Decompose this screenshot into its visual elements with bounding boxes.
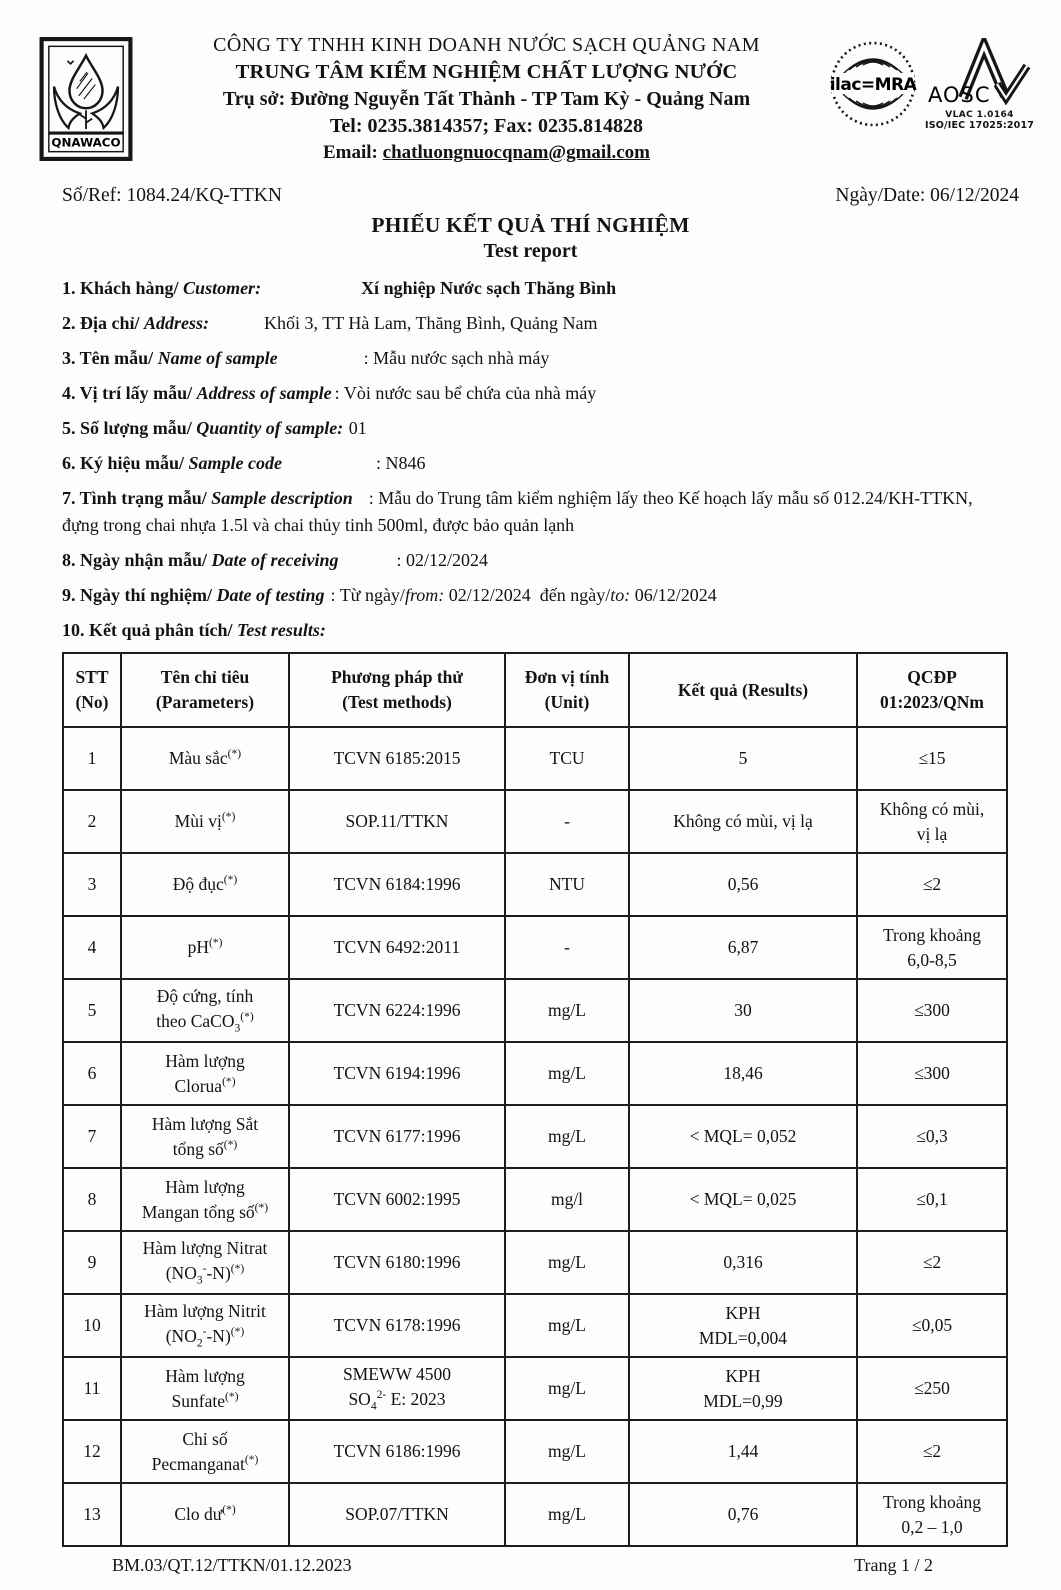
info-item: [62, 345, 1013, 372]
table-cell: 10: [63, 1294, 121, 1357]
qnawaco-logo: [38, 30, 146, 167]
table-cell: 9: [63, 1231, 121, 1294]
info-label-vi: 10. Kết quả phân tích/: [62, 620, 238, 640]
table-cell: < MQL= 0,052: [629, 1105, 857, 1168]
info-item: [62, 450, 1013, 477]
email-address: chatluongnuocqnam@gmail.com: [382, 141, 650, 163]
center-name: TRUNG TÂM KIỂM NGHIỆM CHẤT LƯỢNG NƯỚC: [235, 60, 738, 83]
table-cell: 11: [63, 1357, 121, 1420]
head-email: [146, 140, 827, 165]
table-cell: TCVN 6194:1996: [289, 1042, 505, 1105]
info-label-en: Date of receiving: [211, 550, 339, 570]
table-cell: -: [505, 790, 629, 853]
table-cell: 18,46: [629, 1042, 857, 1105]
table-cell: 1,44: [629, 1420, 857, 1483]
table-cell: TCVN 6224:1996: [289, 979, 505, 1042]
table-cell: ≤300: [857, 979, 1007, 1042]
info-item: [62, 415, 1013, 442]
table-cell: Độ đục(*): [121, 853, 289, 916]
info-label-en: Address of sample: [196, 383, 332, 403]
letterhead-text: [146, 30, 827, 165]
table-cell: 3: [63, 853, 121, 916]
table-cell: 4: [63, 916, 121, 979]
table-cell: KPH MDL=0,99: [629, 1357, 857, 1420]
table-cell: Không có mùi, vị lạ: [629, 790, 857, 853]
table-cell: 13: [63, 1483, 121, 1546]
info-label-vi: 4. Vị trí lấy mẫu/: [62, 383, 197, 403]
info-item: [62, 275, 1013, 302]
table-cell: Hàm lượng Sunfate(*): [121, 1357, 289, 1420]
table-cell: mg/L: [505, 1042, 629, 1105]
column-header: Tên chỉ tiêu (Parameters): [121, 653, 289, 727]
column-header: STT (No): [63, 653, 121, 727]
table-row: [63, 1168, 1007, 1231]
table-cell: TCVN 6185:2015: [289, 727, 505, 790]
ilac-mra-logo-text: ilac=MRA: [829, 75, 917, 95]
info-value: : Mẫu nước sạch nhà máy: [363, 348, 550, 368]
info-value: 01: [344, 418, 367, 438]
table-row: [63, 1231, 1007, 1294]
info-label-en: Sample description: [211, 488, 353, 508]
table-cell: mg/L: [505, 1420, 629, 1483]
column-header: Kết quả (Results): [629, 653, 857, 727]
table-cell: TCVN 6180:1996: [289, 1231, 505, 1294]
table-cell: NTU: [505, 853, 629, 916]
table-cell: TCVN 6002:1995: [289, 1168, 505, 1231]
table-cell: Hàm lượng Clorua(*): [121, 1042, 289, 1105]
table-cell: SOP.11/TTKN: [289, 790, 505, 853]
table-cell: ≤250: [857, 1357, 1007, 1420]
ref-date-line: [0, 171, 1061, 207]
report-title-vi: PHIẾU KẾT QUẢ THÍ NGHIỆM: [371, 213, 690, 237]
table-cell: SOP.07/TTKN: [289, 1483, 505, 1546]
letterhead: [0, 0, 1061, 171]
table-row: [63, 1105, 1007, 1168]
table-cell: mg/L: [505, 1231, 629, 1294]
info-label-en: Address:: [144, 313, 210, 333]
info-item: [62, 485, 1013, 539]
table-row: [63, 1420, 1007, 1483]
table-cell: Hàm lượng Nitrat $(NO_3^--N)^{(*)}$: [121, 1231, 289, 1294]
table-cell: 0,56: [629, 853, 857, 916]
table-cell: 30: [629, 979, 857, 1042]
table-cell: TCU: [505, 727, 629, 790]
table-cell: Màu sắc(*): [121, 727, 289, 790]
table-cell: ≤2: [857, 1420, 1007, 1483]
results-table-head: [63, 653, 1007, 727]
results-table: [62, 652, 1008, 1547]
table-cell: ≤300: [857, 1042, 1007, 1105]
info-item: [62, 582, 1013, 609]
info-label-vi: 8. Ngày nhận mẫu/: [62, 550, 212, 570]
table-row: [63, 1357, 1007, 1420]
table-cell: Độ cứng, tính theo CaCO$_3$(*): [121, 979, 289, 1042]
table-cell: TCVN 6178:1996: [289, 1294, 505, 1357]
aosc-logo-text: AOSC: [927, 83, 991, 106]
column-header: Đơn vị tính (Unit): [505, 653, 629, 727]
table-row: [63, 790, 1007, 853]
head-address: Trụ sở: Đường Nguyễn Tất Thành - TP Tam Kỳ - Quảng Nam: [222, 88, 751, 111]
table-cell: TCVN 6492:2011: [289, 916, 505, 979]
head-telfax: Tel: 0235.3814357; Fax: 0235.814828: [329, 115, 644, 138]
info-value: : Vòi nước sau bể chứa của nhà máy: [334, 383, 597, 403]
info-label-en: Customer:: [183, 278, 262, 298]
table-cell: Hàm lượng Nitrit $(NO_2^--N)^{(*)}$: [121, 1294, 289, 1357]
info-label-vi: 1. Khách hàng/: [62, 278, 184, 298]
table-cell: 5: [629, 727, 857, 790]
table-cell: mg/L: [505, 1483, 629, 1546]
info-label-en: Sample code: [188, 453, 283, 473]
table-row: [63, 916, 1007, 979]
table-cell: Trong khoảng 0,2 – 1,0: [857, 1483, 1007, 1546]
info-item: [62, 310, 1013, 337]
table-cell: Trong khoảng 6,0-8,5: [857, 916, 1007, 979]
table-cell: < MQL= 0,025: [629, 1168, 857, 1231]
page-number: Trang 1 / 2: [854, 1555, 933, 1575]
aosc-vlac-caption: VLAC 1.0164: [945, 110, 1014, 120]
table-row: [63, 979, 1007, 1042]
table-cell: mg/L: [505, 1294, 629, 1357]
table-cell: TCVN 6184:1996: [289, 853, 505, 916]
info-label-vi: 7. Tình trạng mẫu/: [62, 488, 212, 508]
info-value: Khối 3, TT Hà Lam, Thăng Bình, Quảng Nam: [264, 313, 598, 333]
info-label-vi: 9. Ngày thí nghiệm/: [62, 585, 217, 605]
column-header: Phương pháp thử (Test methods): [289, 653, 505, 727]
info-label-en: Date of testing: [216, 585, 325, 605]
info-label-en: Name of sample: [157, 348, 278, 368]
table-cell: mg/L: [505, 979, 629, 1042]
table-cell: Clo dư(*): [121, 1483, 289, 1546]
table-row: [63, 1042, 1007, 1105]
table-cell: Không có mùi, vị lạ: [857, 790, 1007, 853]
table-cell: pH(*): [121, 916, 289, 979]
table-row: [63, 1483, 1007, 1546]
table-cell: ≤15: [857, 727, 1007, 790]
table-cell: ≤0,05: [857, 1294, 1007, 1357]
info-value: : 02/12/2024: [396, 550, 489, 570]
aosc-iso-caption: ISO/IEC 17025:2017: [925, 120, 1035, 131]
table-cell: 7: [63, 1105, 121, 1168]
table-cell: mg/L: [505, 1105, 629, 1168]
qnawaco-logo-caption: QNAWACO: [51, 135, 121, 150]
table-cell: KPH MDL=0,004: [629, 1294, 857, 1357]
info-label-en: Test results:: [237, 620, 326, 640]
table-cell: TCVN 6177:1996: [289, 1105, 505, 1168]
table-cell: TCVN 6186:1996: [289, 1420, 505, 1483]
info-label-vi: 5. Số lượng mẫu/: [62, 418, 197, 438]
info-item: [62, 380, 1013, 407]
table-cell: 6: [63, 1042, 121, 1105]
info-label-vi: 3. Tên mẫu/: [62, 348, 158, 368]
table-cell: Chỉ số Pecmanganat(*): [121, 1420, 289, 1483]
table-cell: SMEWW 4500 $SO_4^{2-}$ E: 2023: [289, 1357, 505, 1420]
aosc-logo-icon: [927, 38, 1033, 106]
table-cell: 0,76: [629, 1483, 857, 1546]
ref-number: Số/Ref: 1084.24/KQ-TTKN: [62, 185, 282, 206]
table-cell: 12: [63, 1420, 121, 1483]
table-cell: ≤0,3: [857, 1105, 1007, 1168]
table-cell: 8: [63, 1168, 121, 1231]
page-footer: [0, 1547, 1061, 1590]
table-cell: Mùi vị(*): [121, 790, 289, 853]
table-cell: 5: [63, 979, 121, 1042]
company-name: CÔNG TY TNHH KINH DOANH NƯỚC SẠCH QUẢNG NAM: [213, 34, 760, 56]
info-value: Xí nghiệp Nước sạch Thăng Bình: [361, 278, 617, 298]
info-label-vi: 2. Địa chỉ/: [62, 313, 145, 333]
ilac-mra-logo-icon: [827, 38, 919, 130]
table-cell: ≤2: [857, 1231, 1007, 1294]
accreditation-logos: [827, 30, 1035, 131]
aosc-logo: [925, 38, 1034, 131]
results-table-body: [63, 727, 1007, 1546]
info-value: : Mẫu do Trung tâm kiểm nghiệm lấy theo Kế hoạch lấy mẫu số 012.24/KH-TTKN, đựng trong chai nhựa 1.5l và chai thủy tinh 500ml, được bảo quản lạnh: [62, 488, 973, 535]
info-label-en: Quantity of sample:: [196, 418, 344, 438]
info-value: : Từ ngày/from: 02/12/2024 đến ngày/to: 06/12/2024: [330, 585, 717, 605]
info-label-vi: 6. Ký hiệu mẫu/: [62, 453, 189, 473]
table-row: [63, 727, 1007, 790]
table-cell: Hàm lượng Mangan tổng số(*): [121, 1168, 289, 1231]
table-cell: 6,87: [629, 916, 857, 979]
form-code: BM.03/QT.12/TTKN/01.12.2023: [112, 1555, 352, 1575]
table-cell: ≤0,1: [857, 1168, 1007, 1231]
table-cell: mg/l: [505, 1168, 629, 1231]
table-cell: Hàm lượng Sắt tổng số(*): [121, 1105, 289, 1168]
info-item: [62, 617, 1013, 644]
header-row: [63, 653, 1007, 727]
table-row: [63, 1294, 1007, 1357]
table-row: [63, 853, 1007, 916]
table-cell: 0,316: [629, 1231, 857, 1294]
sample-info: [0, 275, 1061, 644]
table-cell: 1: [63, 727, 121, 790]
table-cell: mg/L: [505, 1357, 629, 1420]
report-title-en: Test report: [483, 240, 578, 262]
table-cell: ≤2: [857, 853, 1007, 916]
qnawaco-logo-icon: [38, 36, 134, 162]
email-label: Email:: [323, 141, 383, 163]
info-value: : N846: [376, 453, 426, 473]
table-cell: 2: [63, 790, 121, 853]
info-item: [62, 547, 1013, 574]
table-cell: -: [505, 916, 629, 979]
report-date: Ngày/Date: 06/12/2024: [835, 185, 1019, 206]
column-header: QCĐP 01:2023/QNm: [857, 653, 1007, 727]
